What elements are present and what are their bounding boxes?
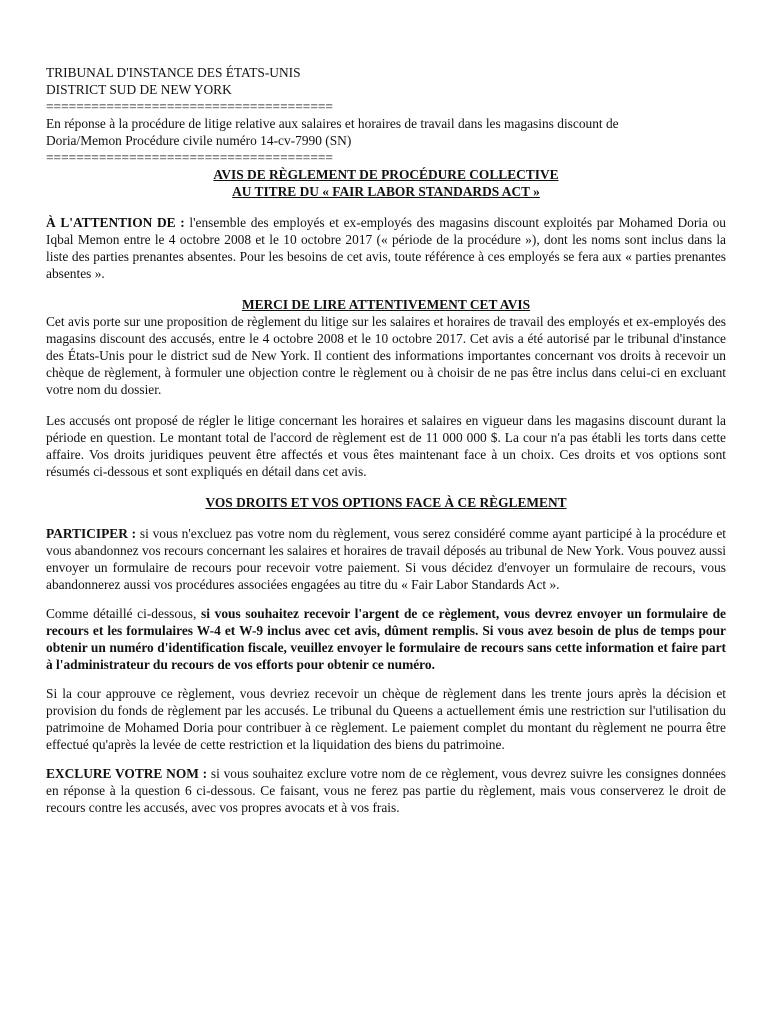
- attention-text: l'ensemble des employés et ex-employés des magasins discount exploités par Mohamed Doria ou Iqbal Memon entre le 4 octobre 2008 et le 10 octobre 2017 (« période de la procédure »), dont les noms sont inclus dans la liste des parties prenantes absentes. Pour les besoins de cet avis, toute référence à ces employés se fera aux « parties prenantes absentes ».: [46, 215, 727, 281]
- participate-text: si vous n'excluez pas votre nom du règlement, vous serez considéré comme ayant participé à la procédure et vous abandonnez vos recours concernant les salaires et horaires de travail déposés au tribunal de New York. Vous pouvez aussi envoyer un formulaire de recours pour recevoir votre paiement. Si vous décidez d'envoyer un formulaire de recours, vous abandonnerez aussi vos procédures associées engagées au titre du « Fair Labor Standards Act ».: [46, 526, 726, 592]
- separator-bottom: ======================================: [46, 150, 333, 165]
- rights-options-heading: VOS DROITS ET VOS OPTIONS FACE À CE RÈGLEMENT: [205, 495, 567, 510]
- participate-paragraph: [46, 525, 726, 593]
- settlement-paragraph: Les accusés ont proposé de régler le litige concernant les horaires et salaires en vigueur dans les magasins discount durant la période en question. Le montant total de l'accord de règlement est de 11 000 000 $. La cour n'a pas établi les torts dans cette affaire. Vos droits juridiques peuvent être affectés et vous êtes maintenant face à un choix. Ces droits et vos options sont résumés ci-dessous et sont expliqués en détail dans cet avis.: [46, 413, 726, 479]
- court-name: TRIBUNAL D'INSTANCE DES ÉTATS-UNIS: [46, 65, 301, 80]
- claim-intro-text: Comme détaillé ci-dessous,: [46, 606, 202, 621]
- claim-form-paragraph: [46, 605, 726, 673]
- district-name: DISTRICT SUD DE NEW YORK: [46, 82, 232, 97]
- notice-title-line-2: AU TITRE DU « FAIR LABOR STANDARDS ACT »: [232, 184, 540, 199]
- participate-label: PARTICIPER :: [46, 526, 137, 541]
- case-title-line-1: En réponse à la procédure de litige relative aux salaires et horaires de travail dans les magasins discount de: [46, 116, 619, 131]
- exclude-text: si vous souhaitez exclure votre nom de ce règlement, vous devrez suivre les consignes données en réponse à la question 6 ci-dessous. Ce faisant, vous ne ferez pas partie du règlement, mais vous conserverez le droit de recours contre les accusés, avec vos propres avocats et à vos frais.: [46, 766, 726, 815]
- attention-label: À L'ATTENTION DE :: [46, 215, 185, 230]
- read-carefully-heading: MERCI DE LIRE ATTENTIVEMENT CET AVIS: [241, 297, 531, 312]
- claim-form-instructions: si vous souhaitez recevoir l'argent de ce règlement, vous devrez envoyer un formulaire de recours et les formulaires W-4 et W-9 inclus avec cet avis, dûment remplis. Si vous avez besoin de plus de temps pour obtenir un numéro d'identification fiscale, veuillez envoyer le formulaire de recours sans cette information et faire part à l'administrateur du recours de vos efforts pour obtenir ce numéro.: [46, 606, 726, 672]
- document-body: [46, 64, 726, 816]
- intro-paragraph: Cet avis porte sur une proposition de règlement du litige sur les salaires et horaires de travail des employés et ex-employés des magasins discount des accusés, entre le 4 octobre 2008 et le 10 octobre 2017. Cet avis a été autorisé par le tribunal d'instance des États-Unis pour le district sud de New York. Il contient des informations importantes concernant vos droits à recevoir un chèque de règlement, à formuler une objection contre le règlement ou à choisir de ne pas être inclus dans celui-ci en excluant votre nom du dossier.: [46, 314, 726, 397]
- exclude-paragraph: [46, 765, 726, 816]
- court-approval-paragraph: Si la cour approuve ce règlement, vous devriez recevoir un chèque de règlement dans les trente jours après la décision et provision du fonds de règlement par les accusés. Le tribunal du Queens a actuellement émis une restriction sur l'utilisation du patrimoine de Mohamed Doria pour contribuer à ce règlement. Le paiement complet du montant du règlement ne pourra être effectué qu'après la levée de cette restriction et la liquidation des biens du patrimoine.: [46, 686, 726, 752]
- case-title-line-2: Doria/Memon Procédure civile numéro 14-cv-7990 (SN): [46, 133, 352, 148]
- attention-paragraph: [46, 214, 726, 282]
- separator-top: ======================================: [46, 99, 333, 114]
- notice-title-line-1: AVIS DE RÈGLEMENT DE PROCÉDURE COLLECTIVE: [213, 167, 559, 182]
- exclude-label: EXCLURE VOTRE NOM :: [46, 766, 208, 781]
